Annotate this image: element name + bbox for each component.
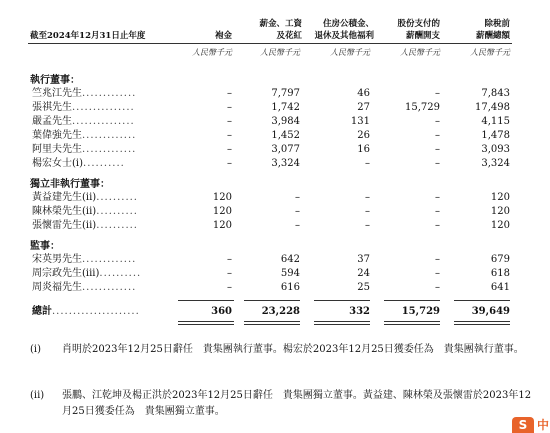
cell-salary: 616: [280, 282, 300, 293]
cell-benefits: 16: [357, 144, 370, 155]
cell-benefits: –: [365, 220, 370, 231]
cell-total: 3,093: [481, 144, 510, 155]
watermark-text: 中: [537, 418, 550, 432]
cell-salary: 594: [280, 268, 300, 279]
cell-fee: –: [227, 282, 232, 293]
unit-benefits: 人民幣千元: [330, 48, 370, 57]
cell-fee: –: [227, 254, 232, 265]
cell-salary: –: [295, 206, 300, 217]
cell-fee: –: [227, 116, 232, 127]
table-row: [0, 129, 550, 142]
total-rule-top: [244, 300, 300, 301]
total-rule-top: [178, 300, 234, 301]
cell-share-based: 15,729: [405, 102, 440, 113]
cell-benefits: 25: [357, 282, 370, 293]
total-rule-bottom: [384, 324, 440, 325]
footnote-mark: (ii): [30, 390, 45, 401]
table-row: [0, 253, 550, 266]
footnote-i: [30, 342, 524, 378]
total-benefits: 332: [349, 306, 370, 317]
cell-total: 3,324: [481, 158, 510, 169]
cell-share-based: –: [435, 220, 440, 231]
table-row: [0, 281, 550, 294]
total-fee: 360: [211, 306, 232, 317]
cell-share-based: –: [435, 130, 440, 141]
col-header-total: 除稅前 薪酬總額: [475, 19, 510, 41]
total-label: 總計.....................: [32, 306, 140, 317]
cell-share-based: –: [435, 158, 440, 169]
cell-total: 4,115: [481, 116, 510, 127]
director-name: 張祺先生...............: [32, 102, 135, 113]
director-name: 葉偉強先生.............: [32, 130, 137, 141]
unit-total: 人民幣千元: [470, 48, 510, 57]
director-name: 宋英男先生.............: [32, 254, 137, 265]
footnote-ii: [30, 388, 532, 424]
table-row: [0, 219, 550, 232]
table-row: [0, 267, 550, 280]
cell-salary: 642: [280, 254, 300, 265]
director-name: 周炎福先生.............: [32, 282, 137, 293]
cell-fee: –: [227, 268, 232, 279]
cell-salary: 1,452: [271, 130, 300, 141]
cell-fee: –: [227, 158, 232, 169]
table-row: [0, 101, 550, 114]
total-rule-top: [454, 300, 510, 301]
director-name: 嚴孟先生...............: [32, 116, 135, 127]
cell-benefits: –: [365, 206, 370, 217]
cell-fee: –: [227, 102, 232, 113]
header-rule: [28, 43, 512, 44]
total-rule-bottom: [314, 321, 370, 322]
cell-total: 641: [490, 282, 510, 293]
col-header-salary: 薪金、工資 及花紅: [259, 19, 302, 41]
cell-fee: 120: [212, 192, 232, 203]
cell-share-based: –: [435, 254, 440, 265]
section-title-supervisors: 監事：: [30, 241, 60, 252]
footnote-text: 張鵬、江乾坤及楊正洪於2023年12月25日辭任 貴集團獨立董事。黃益建、陳林榮及張懷雷於2023年12月25日獲委任為 貴集團獨立董事。: [62, 390, 532, 417]
period-label: 截至2024年12月31日止年度: [30, 31, 146, 41]
table-row: [0, 115, 550, 128]
cell-share-based: –: [435, 282, 440, 293]
total-rule-bottom: [244, 321, 300, 322]
total-salary: 23,228: [261, 306, 300, 317]
col-header-fee: 袍金: [214, 31, 232, 41]
director-name: 陳林榮先生(ii)..........: [32, 206, 138, 217]
cell-total: 618: [490, 268, 510, 279]
cell-salary: –: [295, 192, 300, 203]
cell-salary: 3,984: [271, 116, 300, 127]
cell-share-based: –: [435, 192, 440, 203]
cell-salary: 3,324: [271, 158, 300, 169]
table-row: [0, 143, 550, 156]
cell-benefits: 26: [357, 130, 370, 141]
footnote-mark: (i): [30, 344, 42, 355]
total-total: 39,649: [471, 306, 510, 317]
col-header-share-based: 股份支付的 薪酬開支: [397, 19, 440, 41]
cell-salary: –: [295, 220, 300, 231]
total-rule-bottom: [454, 321, 510, 322]
cell-share-based: –: [435, 88, 440, 99]
cell-fee: –: [227, 144, 232, 155]
col-header-benefits: 住房公積金、 退休及其他福利: [314, 19, 374, 41]
cell-benefits: 24: [357, 268, 370, 279]
table-row: [0, 87, 550, 100]
total-rule-bottom: [178, 321, 234, 322]
cell-share-based: –: [435, 268, 440, 279]
cell-benefits: –: [365, 158, 370, 169]
cell-share-based: –: [435, 206, 440, 217]
total-rule-bottom: [178, 324, 234, 325]
cell-total: 120: [490, 220, 510, 231]
cell-fee: –: [227, 130, 232, 141]
cell-salary: 7,797: [271, 88, 300, 99]
cell-total: 120: [490, 192, 510, 203]
watermark-logo: S: [512, 417, 534, 433]
section-title-executive: 執行董事：: [30, 75, 80, 86]
director-name: 周宗政先生(iii)..........: [32, 268, 142, 279]
director-name: 竺兆江先生.............: [32, 88, 137, 99]
total-rule-bottom: [314, 324, 370, 325]
cell-salary: 1,742: [271, 102, 300, 113]
section-title-independent: 獨立非執行董事：: [30, 179, 110, 190]
cell-share-based: –: [435, 144, 440, 155]
director-name: 張懷雷先生(ii)..........: [32, 220, 138, 231]
cell-benefits: –: [365, 192, 370, 203]
cell-benefits: 46: [357, 88, 370, 99]
total-share-based: 15,729: [401, 306, 440, 317]
cell-total: 679: [490, 254, 510, 265]
footnote-text: 肖明於2023年12月25日辭任 貴集團執行董事。楊宏於2023年12月25日獲委任為 貴集團執行董事。: [62, 344, 524, 355]
cell-fee: –: [227, 88, 232, 99]
cell-total: 7,843: [481, 88, 510, 99]
cell-fee: 120: [212, 206, 232, 217]
cell-salary: 3,077: [271, 144, 300, 155]
total-rule-bottom: [454, 324, 510, 325]
cell-benefits: 37: [357, 254, 370, 265]
cell-share-based: –: [435, 116, 440, 127]
cell-total: 1,478: [481, 130, 510, 141]
total-rule-bottom: [384, 321, 440, 322]
cell-benefits: 131: [350, 116, 370, 127]
director-name: 楊宏女士(i)..........: [32, 158, 125, 169]
director-name: 阿里夫先生.............: [32, 144, 137, 155]
total-row: [0, 305, 550, 318]
cell-total: 17,498: [475, 102, 510, 113]
cell-total: 120: [490, 206, 510, 217]
table-row: [0, 157, 550, 170]
cell-benefits: 27: [357, 102, 370, 113]
cell-fee: 120: [212, 220, 232, 231]
unit-share-based: 人民幣千元: [400, 48, 440, 57]
table-row: [0, 205, 550, 218]
total-rule-top: [384, 300, 440, 301]
unit-salary: 人民幣千元: [260, 48, 300, 57]
table-row: [0, 191, 550, 204]
total-rule-bottom: [244, 324, 300, 325]
total-rule-top: [314, 300, 370, 301]
director-name: 黃益建先生(ii)..........: [32, 192, 138, 203]
unit-fee: 人民幣千元: [192, 48, 232, 57]
